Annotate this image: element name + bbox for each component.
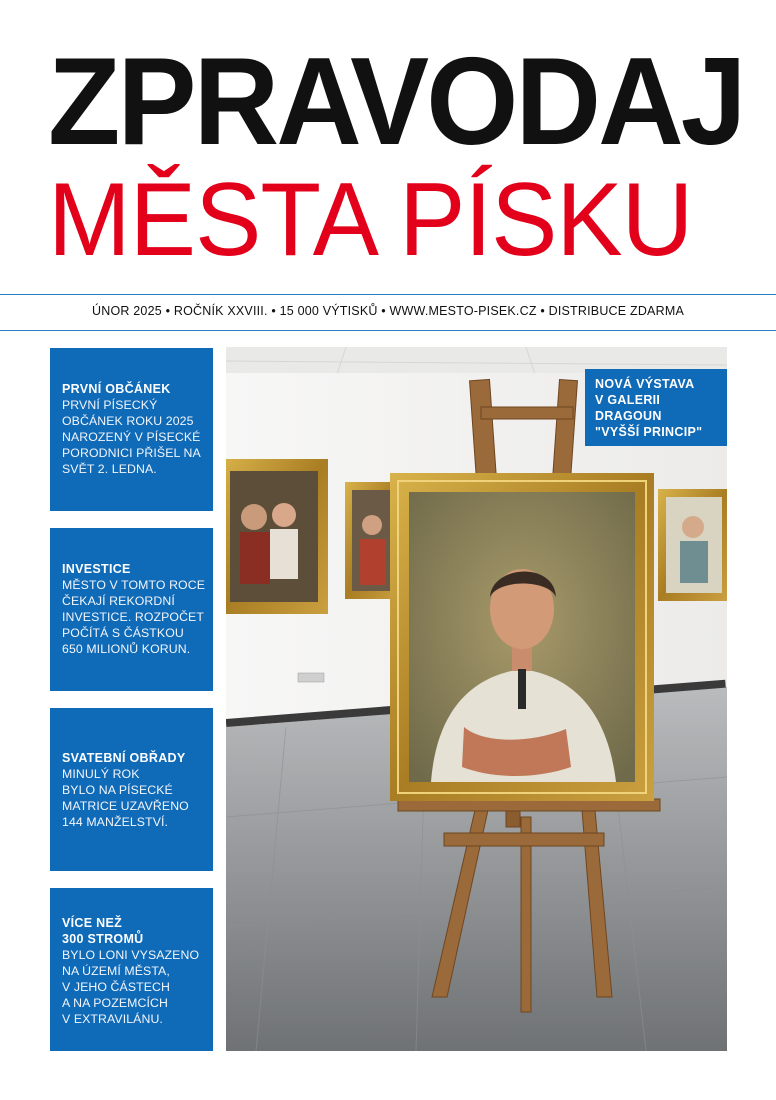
- teaser-text: MĚSTO V TOMTO ROCE ČEKAJÍ REKORDNÍ INVESTICE. ROZPOČET POČÍTÁ S ČÁSTKOU 650 MILIONŮ KORUN.: [62, 578, 206, 656]
- separator: •: [381, 304, 386, 318]
- masthead-subtitle: MĚSTA PÍSKU: [48, 162, 693, 278]
- callout-line: V GALERII: [595, 393, 661, 407]
- callout-line: "VYŠŠÍ PRINCIP": [595, 425, 703, 439]
- gallery-illustration: [226, 347, 727, 1051]
- masthead-title: ZPRAVODAJ: [48, 33, 744, 171]
- teaser-title: VÍCE NEŽ 300 STROMŮ: [62, 916, 144, 946]
- website-link[interactable]: WWW.MESTO-PISEK.CZ: [389, 304, 537, 318]
- teaser-title: SVATEBNÍ OBŘADY: [62, 751, 186, 765]
- teaser-title: INVESTICE: [62, 562, 131, 576]
- callout-line: DRAGOUN: [595, 409, 662, 423]
- issue-info-line: [0, 304, 776, 318]
- top-divider: [0, 294, 776, 295]
- exhibition-callout[interactable]: [585, 369, 727, 446]
- teaser-weddings[interactable]: [50, 708, 213, 871]
- callout-line: NOVÁ VÝSTAVA: [595, 377, 695, 391]
- teaser-investments[interactable]: [50, 528, 213, 691]
- separator: •: [540, 304, 545, 318]
- teaser-first-citizen[interactable]: [50, 348, 213, 511]
- teaser-trees[interactable]: [50, 888, 213, 1051]
- issue-date: ÚNOR 2025: [92, 304, 162, 318]
- separator: •: [271, 304, 276, 318]
- distribution-note: DISTRIBUCE ZDARMA: [548, 304, 684, 318]
- teaser-text: BYLO LONI VYSAZENO NA ÚZEMÍ MĚSTA, V JEHO ČÁSTECH A NA POZEMCÍCH V EXTRAVILÁNU.: [62, 948, 200, 1026]
- issue-volume: ROČNÍK XXVIII.: [173, 304, 268, 318]
- cover-photo: [226, 347, 727, 1051]
- teaser-text: MINULÝ ROK BYLO NA PÍSECKÉ MATRICE UZAVŘENO 144 MANŽELSTVÍ.: [62, 767, 189, 829]
- issue-print-run: 15 000 VÝTISKŮ: [279, 304, 378, 318]
- teaser-title: PRVNÍ OBČÁNEK: [62, 382, 171, 396]
- separator: •: [165, 304, 171, 318]
- teaser-text: PRVNÍ PÍSECKÝ OBČÁNEK ROKU 2025 NAROZENÝ V PÍSECKÉ PORODNICI PŘIŠEL NA SVĚT 2. LEDNA.: [62, 398, 201, 476]
- bottom-divider: [0, 330, 776, 331]
